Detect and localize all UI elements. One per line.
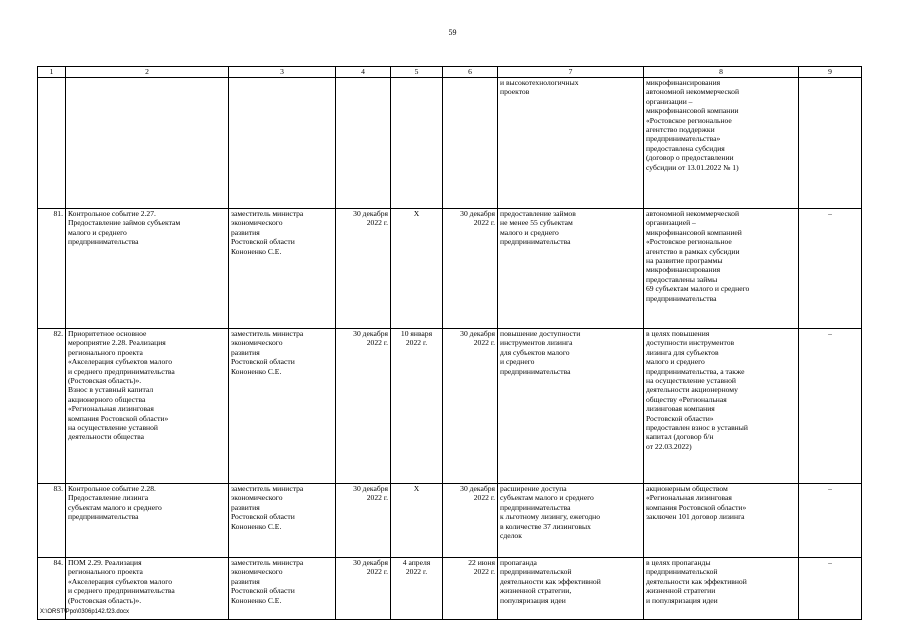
planned-date: 30 декабря 2022 г. bbox=[336, 209, 391, 329]
event-name bbox=[66, 78, 229, 209]
expected-result: расширение доступа субъектам малого и среднего предпринимательства к льготному лизингу, ежегодно в количестве 37 лизинговых сделок bbox=[498, 484, 644, 558]
row-number: 81. bbox=[38, 209, 66, 329]
col-header-8: 8 bbox=[644, 67, 799, 78]
actual-start-date: 10 января 2022 г. bbox=[391, 329, 443, 484]
deviation-note: – bbox=[799, 484, 862, 558]
col-header-4: 4 bbox=[336, 67, 391, 78]
row-number: 83. bbox=[38, 484, 66, 558]
row-number: 84. bbox=[38, 558, 66, 620]
actual-end-date: 30 декабря 2022 г. bbox=[443, 209, 498, 329]
table-row bbox=[38, 484, 862, 558]
col-header-2: 2 bbox=[66, 67, 229, 78]
deviation-note: – bbox=[799, 329, 862, 484]
responsible-person: заместитель министра экономического развития Ростовской области Кононенко С.Е. bbox=[229, 329, 336, 484]
actual-end-date: 30 декабря 2022 г. bbox=[443, 329, 498, 484]
deviation-note bbox=[799, 78, 862, 209]
event-name: ПОМ 2.29. Реализация регионального проекта «Акселерация субъектов малого и среднего предпринимательства (Ростовская область)». bbox=[66, 558, 229, 620]
expected-result: и высокотехнологичных проектов bbox=[498, 78, 644, 209]
implementation-status: в целях повышения доступности инструментов лизинга для субъектов малого и среднего предпринимательства, а также на осуществление уставной деятельности акционерному обществу «Региональная лизинговая компания Ростовской области» предоставлен взнос в уставный капитал (договор б/н от 22.03.2022) bbox=[644, 329, 799, 484]
header-row bbox=[38, 67, 862, 78]
table-row bbox=[38, 558, 862, 620]
col-header-6: 6 bbox=[443, 67, 498, 78]
col-header-5: 5 bbox=[391, 67, 443, 78]
col-header-7: 7 bbox=[498, 67, 644, 78]
responsible-person bbox=[229, 78, 336, 209]
planned-date bbox=[336, 78, 391, 209]
deviation-note: – bbox=[799, 558, 862, 620]
deviation-note: – bbox=[799, 209, 862, 329]
planned-date: 30 декабря 2022 г. bbox=[336, 484, 391, 558]
actual-end-date: 22 июня 2022 г. bbox=[443, 558, 498, 620]
col-header-9: 9 bbox=[799, 67, 862, 78]
expected-result: предоставление займов не менее 55 субъектам малого и среднего предпринимательства bbox=[498, 209, 644, 329]
actual-start-date bbox=[391, 78, 443, 209]
actual-end-date bbox=[443, 78, 498, 209]
row-number bbox=[38, 78, 66, 209]
file-path-footer: Х:\ORST\Ppo\0306p142.f23.docx bbox=[40, 609, 130, 615]
expected-result: повышение доступности инструментов лизинга для субъектов малого и среднего предпринимательства bbox=[498, 329, 644, 484]
event-name: Приоритетное основное мероприятие 2.28. Реализация регионального проекта «Акселерация субъектов малого и среднего предпринимательства (Ростовская область)». Взнос в уставный капитал акционерного общества «Региональная лизинговая компания Ростовской области» на осуществление уставной деятельности общества bbox=[66, 329, 229, 484]
implementation-status: акционерным обществом «Региональная лизинговая компания Ростовской области» заключен 101 договор лизинга bbox=[644, 484, 799, 558]
col-header-1: 1 bbox=[38, 67, 66, 78]
actual-start-date: Х bbox=[391, 484, 443, 558]
implementation-status: в целях пропаганды предпринимательской деятельности как эффективной жизненной стратегии и популяризация идеи bbox=[644, 558, 799, 620]
actual-end-date: 30 декабря 2022 г. bbox=[443, 484, 498, 558]
event-name: Контрольное событие 2.27. Предоставление займов субъектам малого и среднего предпринимательства bbox=[66, 209, 229, 329]
planned-date: 30 декабря 2022 г. bbox=[336, 329, 391, 484]
actual-start-date: Х bbox=[391, 209, 443, 329]
implementation-status: микрофинансирования автономной некоммерческой организации – микрофинансовой компании «Ростовское региональное агентство поддержки предпринимательства» предоставлена субсидия (договор о предоставлении субсидии от 13.01.2022 № 1) bbox=[644, 78, 799, 209]
implementation-status: автономной некоммерческой организацией – микрофинансовой компанией «Ростовское региональное агентство в рамках субсидии на развитие программы микрофинансирования предоставлены займы 69 субъектам малого и среднего предпринимательства bbox=[644, 209, 799, 329]
row-number: 82. bbox=[38, 329, 66, 484]
col-header-3: 3 bbox=[229, 67, 336, 78]
page-number: 59 bbox=[448, 28, 457, 37]
table-row bbox=[38, 78, 862, 209]
report-table bbox=[37, 66, 862, 620]
planned-date: 30 декабря 2022 г. bbox=[336, 558, 391, 620]
expected-result: пропаганда предпринимательской деятельности как эффективной жизненной стратегии, популяризация идеи bbox=[498, 558, 644, 620]
responsible-person: заместитель министра экономического развития Ростовской области Кононенко С.Е. bbox=[229, 558, 336, 620]
report-table-wrapper bbox=[37, 66, 862, 620]
table-row bbox=[38, 209, 862, 329]
responsible-person: заместитель министра экономического развития Ростовской области Кононенко С.Е. bbox=[229, 484, 336, 558]
table-row bbox=[38, 329, 862, 484]
responsible-person: заместитель министра экономического развития Ростовской области Кононенко С.Е. bbox=[229, 209, 336, 329]
event-name: Контрольное событие 2.28. Предоставление лизинга субъектам малого и среднего предпринимательства bbox=[66, 484, 229, 558]
actual-start-date: 4 апреля 2022 г. bbox=[391, 558, 443, 620]
